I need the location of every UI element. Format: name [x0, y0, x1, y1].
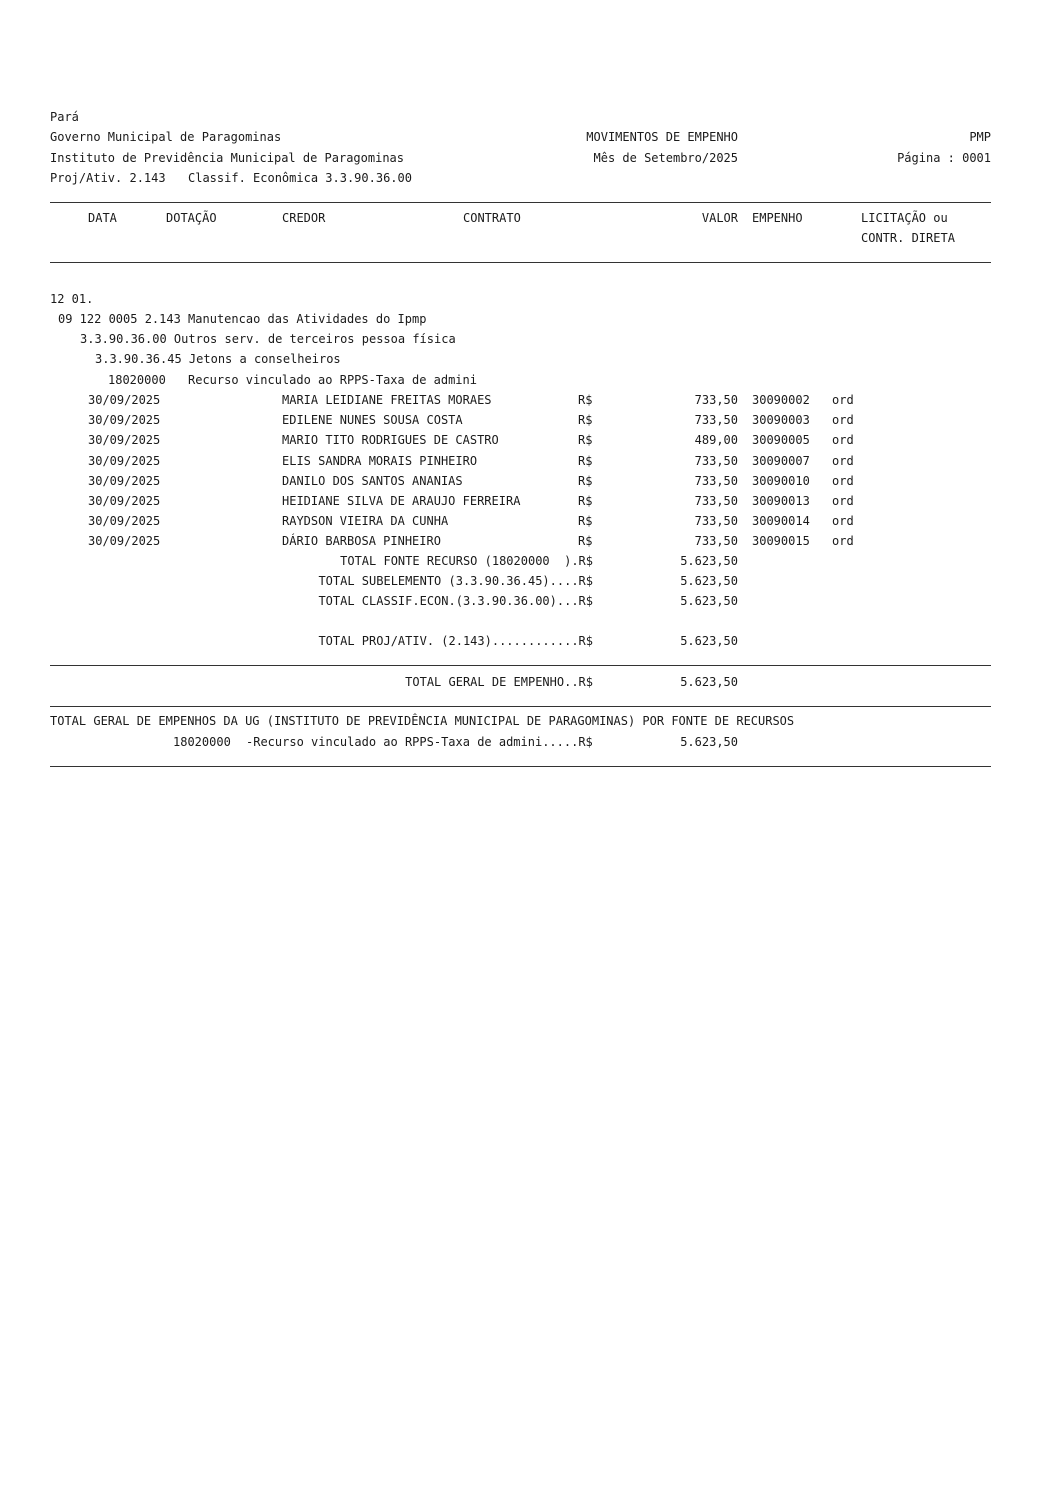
columns-divider [50, 262, 991, 263]
row-currency: R$ [578, 454, 593, 468]
row-creditor: MARIA LEIDIANE FREITAS MORAES [282, 393, 492, 407]
row-creditor: DANILO DOS SANTOS ANANIAS [282, 474, 463, 488]
col-credor: CREDOR [282, 211, 326, 225]
classif-economica: Classif. Econômica 3.3.90.36.00 [188, 171, 412, 185]
total-subelemento-value: 5.623,50 [680, 574, 738, 588]
total-fonte-label: TOTAL FONTE RECURSO (18020000 ).R$ [340, 554, 593, 568]
row-currency: R$ [578, 494, 593, 508]
element-line: 3.3.90.36.00 Outros serv. de terceiros pessoa física [80, 332, 456, 346]
row-creditor: MARIO TITO RODRIGUES DE CASTRO [282, 433, 499, 447]
row-date: 30/09/2025 [88, 413, 161, 427]
row-empenho: 30090013 [752, 494, 810, 508]
total-proj-value: 5.623,50 [680, 634, 738, 648]
total-proj-label: TOTAL PROJ/ATIV. (2.143)............R$ [318, 634, 593, 648]
row-currency: R$ [578, 433, 593, 447]
row-date: 30/09/2025 [88, 474, 161, 488]
row-licitacao: ord [832, 494, 854, 508]
summary-value: 5.623,50 [680, 735, 738, 749]
row-empenho: 30090005 [752, 433, 810, 447]
row-date: 30/09/2025 [88, 534, 161, 548]
row-date: 30/09/2025 [88, 494, 161, 508]
government-name: Governo Municipal de Paragominas [50, 130, 282, 144]
row-value: 733,50 [694, 534, 738, 548]
col-contr-direta: CONTR. DIRETA [861, 231, 955, 245]
row-creditor: DÁRIO BARBOSA PINHEIRO [282, 534, 441, 548]
row-creditor: ELIS SANDRA MORAIS PINHEIRO [282, 454, 478, 468]
subelement-line: 3.3.90.36.45 Jetons a conselheiros [95, 352, 341, 366]
col-valor: VALOR [701, 211, 738, 225]
row-empenho: 30090003 [752, 413, 810, 427]
row-date: 30/09/2025 [88, 393, 161, 407]
summary-source-label: -Recurso vinculado ao RPPS-Taxa de admini.....R$ [246, 735, 593, 749]
proj-ativ: Proj/Ativ. 2.143 [50, 171, 166, 185]
source-code: 18020000 [108, 373, 166, 387]
program-line: 09 122 0005 2.143 Manutencao das Atividades do Ipmp [58, 312, 427, 326]
row-date: 30/09/2025 [88, 433, 161, 447]
geral-divider [50, 706, 991, 707]
row-creditor: RAYDSON VIEIRA DA CUNHA [282, 514, 449, 528]
total-classif-label: TOTAL CLASSIF.ECON.(3.3.90.36.00)...R$ [318, 594, 593, 608]
row-value: 733,50 [694, 474, 738, 488]
row-licitacao: ord [832, 474, 854, 488]
row-currency: R$ [578, 514, 593, 528]
row-currency: R$ [578, 393, 593, 407]
state-name: Pará [50, 110, 79, 124]
total-geral-label: TOTAL GERAL DE EMPENHO..R$ [405, 675, 593, 689]
summary-title: TOTAL GERAL DE EMPENHOS DA UG (INSTITUTO DE PREVIDÊNCIA MUNICIPAL DE PARAGOMINAS) POR FONTE DE RECURSOS [50, 714, 795, 728]
col-dotacao: DOTAÇÃO [166, 211, 217, 225]
total-subelemento-label: TOTAL SUBELEMENTO (3.3.90.36.45)....R$ [318, 574, 593, 588]
row-value: 733,50 [694, 494, 738, 508]
row-empenho: 30090007 [752, 454, 810, 468]
total-fonte-value: 5.623,50 [680, 554, 738, 568]
row-empenho: 30090014 [752, 514, 810, 528]
header-divider [50, 202, 991, 203]
row-currency: R$ [578, 534, 593, 548]
row-date: 30/09/2025 [88, 454, 161, 468]
row-currency: R$ [578, 474, 593, 488]
total-classif-value: 5.623,50 [680, 594, 738, 608]
row-licitacao: ord [832, 534, 854, 548]
col-contrato: CONTRATO [463, 211, 521, 225]
report-title: MOVIMENTOS DE EMPENHO [586, 130, 738, 144]
unit-code: 12 01. [50, 292, 94, 306]
row-empenho: 30090015 [752, 534, 810, 548]
row-value: 733,50 [694, 393, 738, 407]
col-data: DATA [88, 211, 117, 225]
row-currency: R$ [578, 413, 593, 427]
row-licitacao: ord [832, 454, 854, 468]
row-date: 30/09/2025 [88, 514, 161, 528]
row-empenho: 30090002 [752, 393, 810, 407]
report-period: Mês de Setembro/2025 [593, 151, 738, 165]
row-value: 733,50 [694, 413, 738, 427]
row-creditor: HEIDIANE SILVA DE ARAUJO FERREIRA [282, 494, 521, 508]
org-code: PMP [969, 130, 991, 144]
summary-source-code: 18020000 [173, 735, 231, 749]
page-number: Página : 0001 [897, 151, 991, 165]
row-value: 733,50 [694, 454, 738, 468]
row-value: 489,00 [694, 433, 738, 447]
row-licitacao: ord [832, 514, 854, 528]
row-empenho: 30090010 [752, 474, 810, 488]
col-licitacao: LICITAÇÃO ou [861, 211, 948, 225]
col-empenho: EMPENHO [752, 211, 803, 225]
row-licitacao: ord [832, 413, 854, 427]
row-value: 733,50 [694, 514, 738, 528]
row-licitacao: ord [832, 433, 854, 447]
row-licitacao: ord [832, 393, 854, 407]
source-name: Recurso vinculado ao RPPS-Taxa de admini [188, 373, 477, 387]
footer-divider [50, 766, 991, 767]
totals-divider [50, 665, 991, 666]
row-creditor: EDILENE NUNES SOUSA COSTA [282, 413, 463, 427]
total-geral-value: 5.623,50 [680, 675, 738, 689]
institute-name: Instituto de Previdência Municipal de Paragominas [50, 151, 405, 165]
